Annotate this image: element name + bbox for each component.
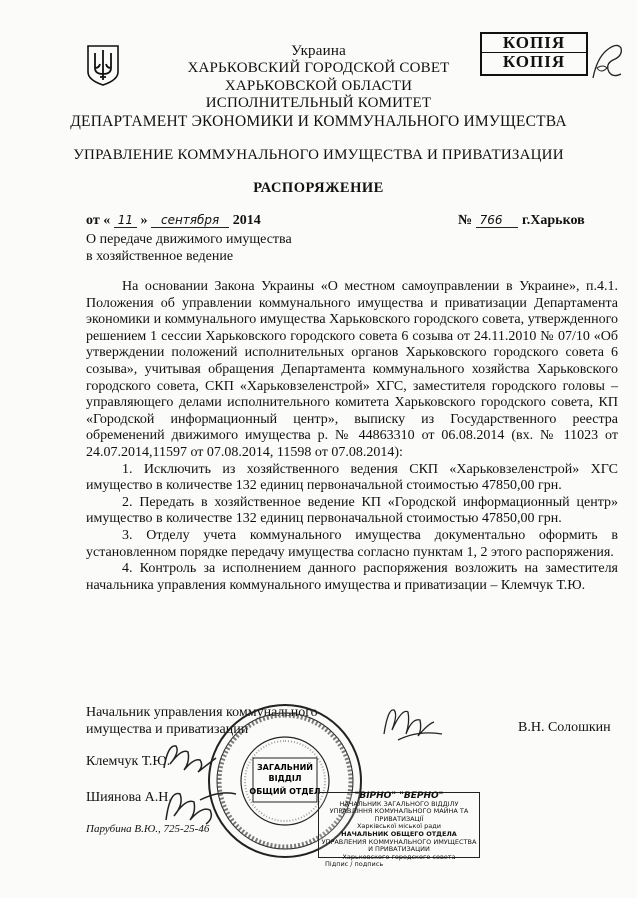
round-stamp-line3: ОБЩИЙ ОТДЕЛ bbox=[249, 787, 321, 796]
copy-stamp bbox=[480, 32, 588, 76]
rect-stamp-line8: Підпис / подпись bbox=[325, 860, 384, 869]
item-3: 3. Отделу учета коммунального имущества документально оформить в установленном порядке передачу имущества согласно пунктам 1, 2 этого распоряжения. bbox=[86, 527, 618, 560]
item-1: 1. Исключить из хозяйственного ведения СКП «Харьковзеленстрой» ХГС имущество в количестве 132 единиц первоначальной стоимостью 47850,00 грн. bbox=[86, 461, 618, 494]
round-stamp-line2: ВІДДІЛ bbox=[268, 774, 302, 783]
rect-stamp-line3: УПРАВЛІННЯ КОМУНАЛЬНОГО МАЙНА ТА ПРИВАТИЗАЦІЇ bbox=[329, 807, 469, 823]
subject bbox=[86, 231, 326, 265]
date-day: 11 bbox=[114, 213, 137, 228]
date-prefix: от « bbox=[86, 213, 111, 228]
head-signature-icon bbox=[378, 700, 448, 744]
approval-klemchuk: Клемчук Т.Ю. bbox=[86, 754, 171, 769]
approval-shiyanova: Шиянова А.Н. bbox=[86, 790, 172, 805]
handwritten-mark-icon bbox=[587, 38, 627, 86]
header-committee: ИСПОЛНИТЕЛЬНЫЙ КОМИТЕТ bbox=[205, 95, 432, 111]
date-year: 2014 bbox=[232, 213, 261, 228]
date-mid: » bbox=[140, 213, 148, 228]
number-prefix: № bbox=[458, 213, 473, 228]
item-4: 4. Контроль за исполнением данного распоряжения возложить на заместителя начальника управления коммунального имущества и приватизации – Клемчук Т.Ю. bbox=[86, 561, 618, 593]
item-2: 2. Передать в хозяйственное ведение КП «Городской информационный центр» имущество в количестве 132 единиц первоначальной стоимостью 47850,00 грн. bbox=[86, 494, 618, 527]
preamble: На основании Закона Украины «О местном самоуправлении в Украине», п.4.1. Положения об управлении коммунального имущества и приватизации Департамента экономики и коммунального имущества Харьковского городского совета, утвержденного решением 1 сессии Харьковского городского совета 6 созыва от 24.11.2010 № 07/10 «Об утверждении положений исполнительных органов Харьковского городского совета 6 созыва», учитывая обращения Департамента коммунального хозяйства Харьковского городского совета, СКП «Харьковзеленстрой» ХГС, заместителя городского головы – управляющего делами исполнительного комитета Харьковского городского совета, КП «Городской информационный центр», выписку из Государственного реестра обременений движимого имущества р. № 44863310 от 06.08.2014 (вх. № 11023 от 24.07.2014,11597 от 07.08.2014, 11598 от 07.08.2014): bbox=[86, 279, 618, 460]
signatory-title-line1: Начальник управления коммунального bbox=[86, 705, 318, 720]
date-month: сентября bbox=[151, 213, 229, 228]
copy-stamp-line1: КОПІЯ bbox=[482, 34, 586, 53]
rect-stamp-line5: НАЧАЛЬНИК ОБЩЕГО ОТДЕЛА bbox=[341, 829, 457, 838]
rect-stamp-line6: УПРАВЛЕНИЯ КОММУНАЛЬНОГО ИМУЩЕСТВА И ПРИВАТИЗАЦИИ bbox=[321, 837, 477, 854]
date-line bbox=[86, 213, 261, 229]
shiyanova-signature-icon bbox=[160, 780, 240, 830]
copy-stamp-line2: КОПІЯ bbox=[502, 52, 566, 71]
round-stamp-line1: ЗАГАЛЬНИЙ bbox=[257, 763, 313, 772]
rect-stamp-line4: Харківської міської ради bbox=[356, 822, 442, 831]
document-number: 766 bbox=[476, 213, 519, 228]
klemchuk-signature-icon bbox=[160, 738, 220, 778]
header-country: Украина bbox=[291, 43, 346, 59]
subject-line-1: О передаче движимого имущества bbox=[86, 232, 292, 247]
number-line bbox=[458, 213, 585, 229]
document-body bbox=[86, 279, 618, 594]
subject-line-2: в хозяйственное ведение bbox=[86, 249, 234, 264]
header-oblast: ХАРЬКОВСКОЙ ОБЛАСТИ bbox=[224, 78, 413, 94]
header-department: ДЕПАРТАМЕНТ ЭКОНОМИКИ И КОММУНАЛЬНОГО ИМУЩЕСТВА bbox=[70, 113, 567, 130]
rect-stamp-line2: НАЧАЛЬНИК ЗАГАЛЬНОГО ВІДДІЛУ bbox=[339, 799, 459, 808]
header-division: УПРАВЛЕНИЕ КОММУНАЛЬНОГО ИМУЩЕСТВА И ПРИВАТИЗАЦИИ bbox=[73, 147, 564, 163]
certification-stamp bbox=[318, 791, 480, 869]
rect-stamp-line7: Харьковского городского совета bbox=[342, 852, 456, 861]
signatory-title-line2: имущества и приватизации bbox=[86, 722, 249, 737]
signatory-name: В.Н. Солошкин bbox=[518, 720, 611, 735]
rect-stamp-line1: "ВІРНО" "ВЕРНО" bbox=[354, 791, 444, 801]
document-title: РАСПОРЯЖЕНИЕ bbox=[253, 180, 384, 196]
city: г.Харьков bbox=[521, 213, 585, 228]
executor: Парубина В.Ю., 725-25-46 bbox=[86, 823, 210, 835]
header-council: ХАРЬКОВСКИЙ ГОРОДСКОЙ СОВЕТ bbox=[187, 60, 450, 76]
